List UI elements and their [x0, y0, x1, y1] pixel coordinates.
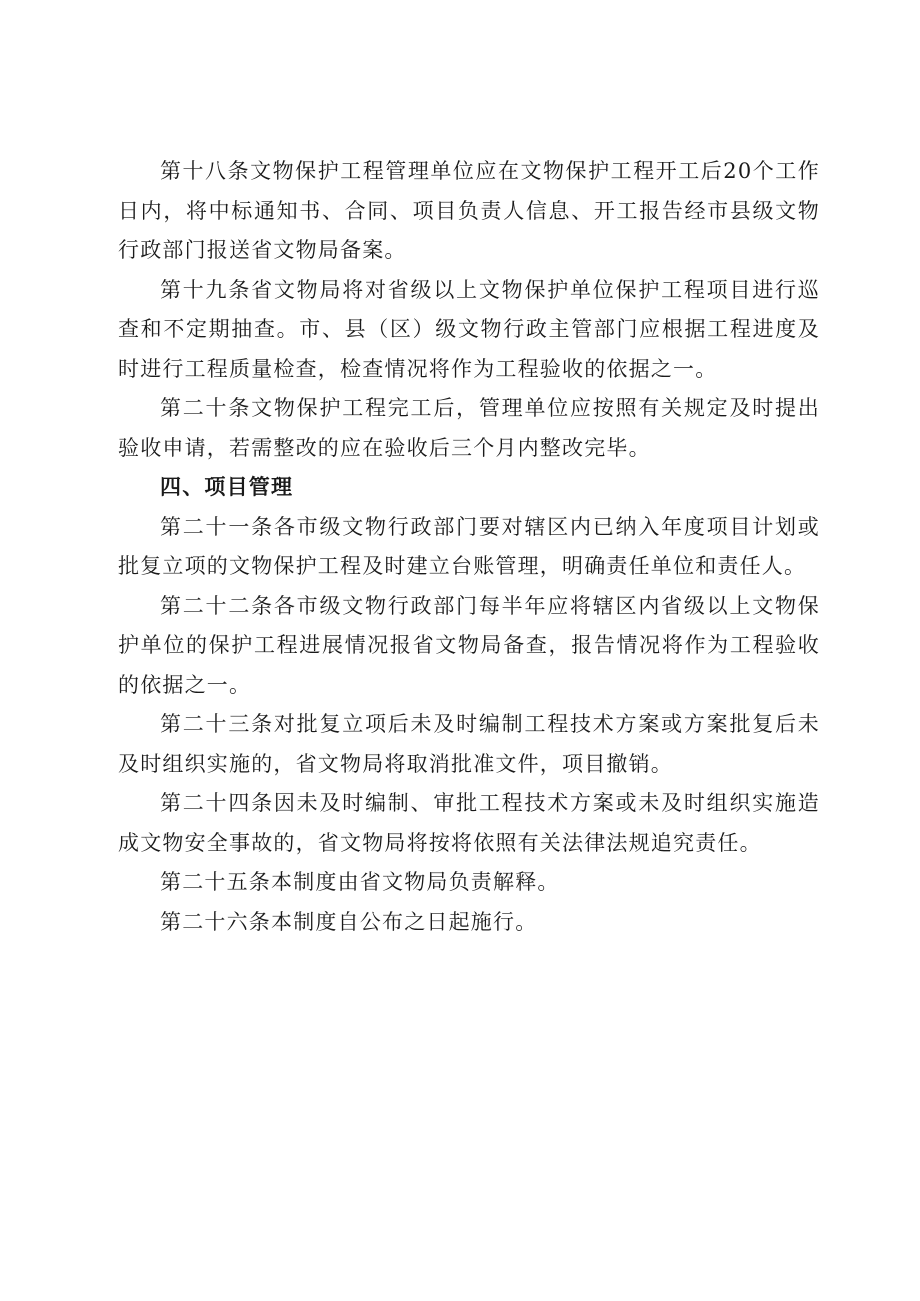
- article-19: 第十九条省文物局将对省级以上文物保护单位保护工程项目进行巡查和不定期抽查。市、县（区）级文物行政主管部门应根据工程进度及时进行工程质量检查，检查情况将作为工程验收的依据之一。: [118, 277, 820, 381]
- article-24: 第二十四条因未及时编制、审批工程技术方案或未及时组织实施造成文物安全事故的，省文物局将按将依照有关法律法规追究责任。: [118, 791, 820, 855]
- article-25: 第二十五条本制度由省文物局负责解释。: [160, 870, 560, 894]
- article-18: 第十八条文物保护工程管理单位应在文物保护工程开工后20个工作日内，将中标通知书、合同、项目负责人信息、开工报告经市县级文物行政部门报送省文物局备案。: [118, 159, 820, 262]
- article-21: 第二十一条各市级文物行政部门要对辖区内已纳入年度项目计划或批复立项的文物保护工程及时建立台账管理，明确责任单位和责任人。: [118, 514, 820, 578]
- article-26: 第二十六条本制度自公布之日起施行。: [160, 909, 538, 934]
- document-page: [118, 152, 820, 942]
- article-23: 第二十三条对批复立项后未及时编制工程技术方案或方案批复后未及时组织实施的，省文物局将取消批准文件，项目撤销。: [118, 712, 820, 776]
- section-heading: 四、项目管理: [160, 475, 294, 499]
- article-22: 第二十二条各市级文物行政部门每半年应将辖区内省级以上文物保护单位的保护工程进展情况报省文物局备查，报告情况将作为工程验收的依据之一。: [118, 593, 820, 697]
- article-20: 第二十条文物保护工程完工后，管理单位应按照有关规定及时提出验收申请，若需整改的应在验收后三个月内整改完毕。: [118, 396, 820, 460]
